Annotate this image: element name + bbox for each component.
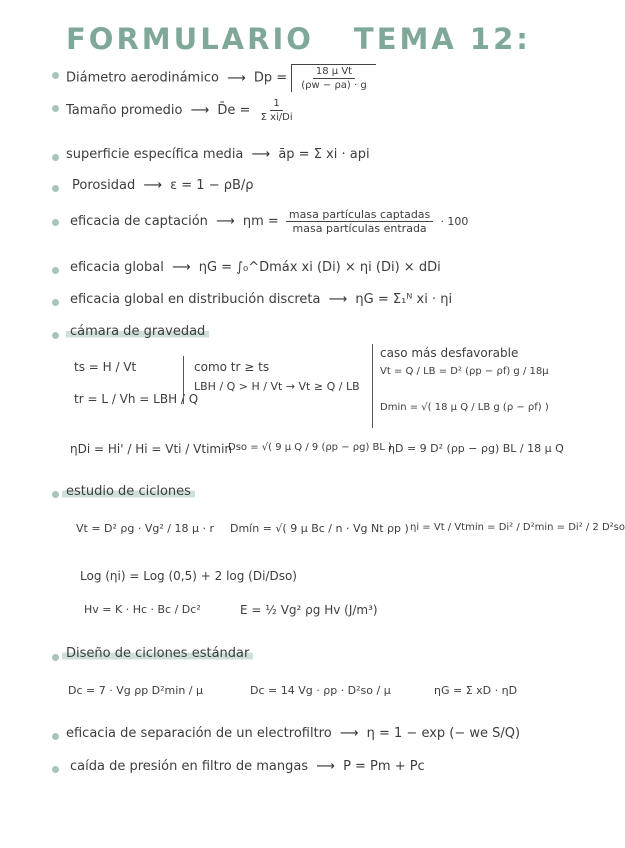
title-part2: TEMA 12: bbox=[353, 22, 531, 56]
brace-symbol bbox=[183, 356, 184, 404]
formula-dc2: Dc = 14 Vg · ρp · D²so / μ bbox=[250, 684, 391, 697]
formula-denominator: masa partículas entrada bbox=[292, 222, 427, 235]
caso-label: caso más desfavorable bbox=[380, 346, 519, 360]
item-eficacia-discreta bbox=[70, 292, 452, 307]
formula: P = Pm + Pc bbox=[343, 759, 425, 774]
formula-e: E = ½ Vg² ρg Hv (J/m³) bbox=[240, 603, 378, 617]
formula-vt-caso: Vt = Q / LB = D² (ρp − ρf) g / 18μ bbox=[380, 366, 549, 377]
formula-log: Log (ηi) = Log (0,5) + 2 log (Di/Dso) bbox=[80, 569, 297, 583]
section-ciclones-heading bbox=[62, 484, 195, 499]
formula-denominator: Σ xi/Di bbox=[260, 112, 293, 123]
formula-dmin-ciclon: Dmín = √( 9 μ Bc / n · Vg Nt ρp ) bbox=[230, 522, 409, 535]
item-label: eficacia global bbox=[70, 260, 164, 275]
formula: ηG = ∫₀^Dmáx xi (Di) × ηi (Di) × dDi bbox=[198, 260, 441, 275]
item-diametro bbox=[66, 64, 376, 92]
item-label: Diámetro aerodinámico bbox=[66, 70, 219, 86]
item-label: caída de presión en filtro de mangas bbox=[70, 759, 309, 774]
title-part1: FORMULARIO bbox=[66, 22, 314, 56]
sqrt-symbol bbox=[291, 64, 375, 92]
item-presion bbox=[70, 759, 425, 774]
formula-dc1: Dc = 7 · Vg ρp D²min / μ bbox=[68, 684, 204, 697]
arrow-icon: ⟶ bbox=[316, 759, 335, 774]
item-label: eficacia de captación bbox=[70, 214, 208, 229]
bullet-icon bbox=[52, 154, 59, 161]
formula-lhs: Dp = bbox=[253, 70, 288, 86]
arrow-icon: ⟶ bbox=[339, 726, 359, 741]
formula: ηG = Σ₁ᴺ xi · ηi bbox=[355, 292, 453, 307]
formula-tr: tr = L / Vh = LBH / Q bbox=[74, 392, 199, 406]
bullet-icon bbox=[52, 654, 59, 661]
item-electrofiltro bbox=[66, 726, 520, 741]
item-label: eficacia global en distribución discreta bbox=[70, 292, 321, 307]
formula: ε = 1 − ρB/ρ bbox=[170, 178, 254, 193]
formula-numerator: masa partículas captadas bbox=[286, 208, 433, 222]
bullet-icon bbox=[52, 267, 59, 274]
formula-ts: ts = H / Vt bbox=[74, 360, 137, 374]
section-heading: cámara de gravedad bbox=[66, 324, 209, 339]
arrow-icon: ⟶ bbox=[143, 178, 162, 193]
bullet-icon bbox=[52, 185, 59, 192]
formula-lhs: ηm = bbox=[242, 214, 279, 229]
formula-como: como tr ≥ ts bbox=[194, 360, 270, 374]
section-diseno-heading bbox=[62, 646, 253, 661]
arrow-icon: ⟶ bbox=[190, 103, 210, 118]
item-tamano bbox=[66, 97, 299, 124]
formula-como-rel: LBH / Q > H / Vt → Vt ≥ Q / LB bbox=[194, 380, 360, 393]
item-porosidad bbox=[72, 178, 254, 193]
bullet-icon bbox=[52, 219, 59, 226]
bullet-icon bbox=[52, 105, 59, 112]
formula-eta-ciclon: ηi = Vt / Vtmin = Di² / D²min = Di² / 2 D²so bbox=[410, 522, 625, 533]
formula-hv: Hv = K · Hc · Bc / Dc² bbox=[84, 603, 201, 616]
formula-dso: Dso = √( 9 μ Q / 9 (ρp − ρg) BL ) bbox=[228, 442, 393, 453]
bullet-icon bbox=[52, 491, 59, 498]
arrow-icon: ⟶ bbox=[328, 292, 348, 307]
item-eficacia-global bbox=[70, 260, 441, 275]
bullet-icon bbox=[52, 766, 59, 773]
formula-eta-d: ηD = 9 D² (ρp − ρg) BL / 18 μ Q bbox=[388, 442, 564, 455]
item-label: Porosidad bbox=[72, 178, 136, 193]
arrow-icon: ⟶ bbox=[251, 147, 271, 162]
formula-dmin: Dmin = √( 18 μ Q / LB g (ρ − ρf) ) bbox=[380, 402, 549, 413]
page-title bbox=[66, 22, 531, 56]
bullet-icon bbox=[52, 332, 59, 339]
item-label: Tamaño promedio bbox=[66, 103, 183, 118]
formula: āp = Σ xi · api bbox=[278, 147, 370, 162]
formula-numerator: 1 bbox=[270, 97, 282, 111]
formula: η = 1 − exp (− we S/Q) bbox=[366, 726, 521, 741]
formula-lhs: D̄e = bbox=[217, 103, 251, 118]
bullet-icon bbox=[52, 733, 59, 740]
bullet-icon bbox=[52, 72, 59, 79]
item-label: superficie específica media bbox=[66, 147, 244, 162]
arrow-icon: ⟶ bbox=[227, 70, 246, 86]
arrow-icon: ⟶ bbox=[216, 214, 235, 229]
item-superficie bbox=[66, 147, 370, 162]
formula-numerator: 18 μ Vt bbox=[313, 65, 355, 79]
formula-eta-di: ηDi = Hi' / Hi = Vti / Vtimin bbox=[70, 442, 233, 456]
arrow-icon: ⟶ bbox=[171, 260, 191, 275]
item-eficacia-captacion bbox=[70, 208, 468, 235]
section-heading: estudio de ciclones bbox=[62, 484, 195, 499]
formula-etag: ηG = Σ xD · ηD bbox=[434, 684, 518, 697]
item-label: eficacia de separación de un electrofiltro bbox=[66, 726, 332, 741]
formula-denominator: (ρw − ρa) · g bbox=[301, 80, 367, 91]
section-heading: Diseño de ciclones estándar bbox=[62, 646, 253, 661]
formula-tail: · 100 bbox=[440, 215, 469, 228]
vertical-divider bbox=[372, 344, 373, 428]
formula-vt: Vt = D² ρg · Vg² / 18 μ · r bbox=[76, 522, 214, 535]
bullet-icon bbox=[52, 299, 59, 306]
section-camara-heading bbox=[66, 324, 209, 339]
